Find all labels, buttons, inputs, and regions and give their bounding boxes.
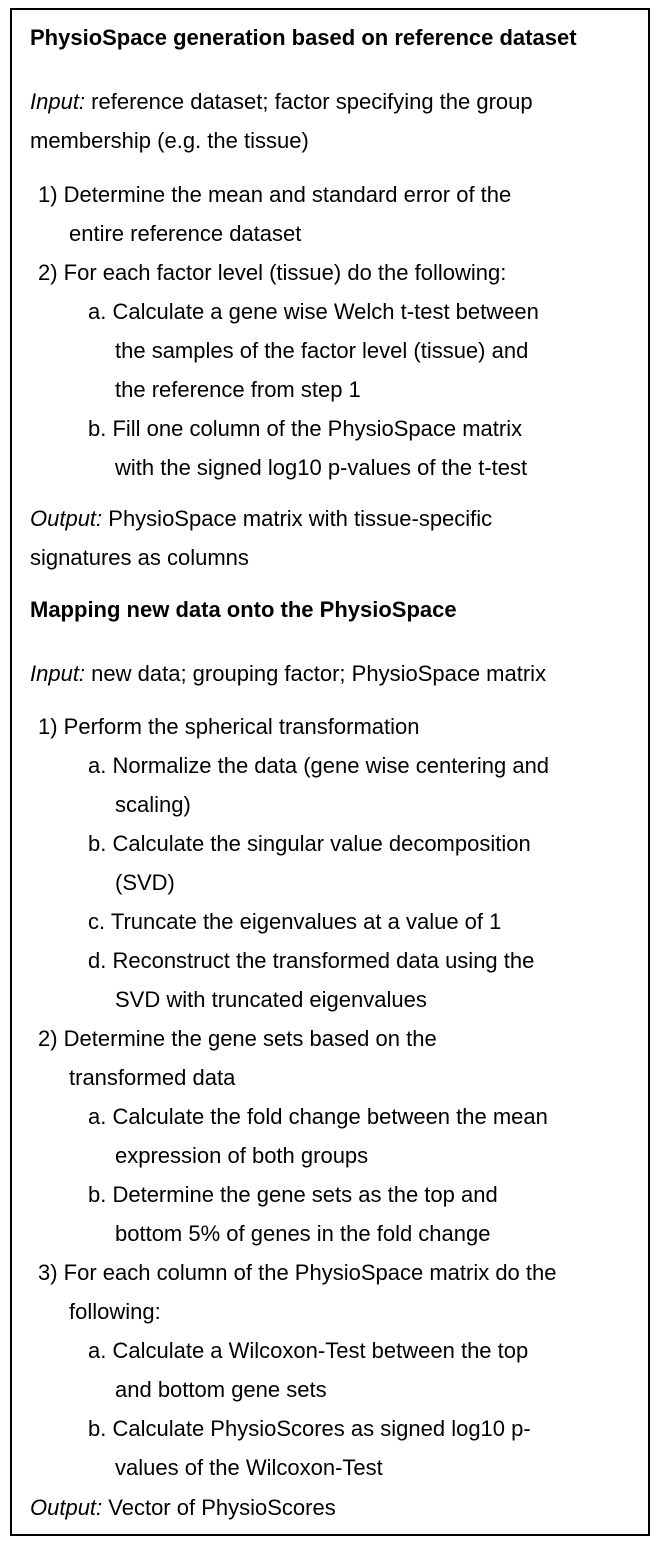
section2-step1b-cont: (SVD) [115,870,175,895]
section1-output-text-cont: signatures as columns [30,545,249,570]
section2-step1b: b. Calculate the singular value decomposition [88,831,531,856]
section2-output-line [30,1494,336,1522]
section2-heading: Mapping new data onto the PhysioSpace [30,597,457,622]
section2-step3b-cont: values of the Wilcoxon-Test [115,1455,383,1480]
section2-step3a: a. Calculate a Wilcoxon-Test between the top [88,1338,529,1363]
section2-step1a: a. Normalize the data (gene wise centering and [88,753,550,778]
section1-input-label: Input: [30,89,86,114]
section1-output-text: PhysioSpace matrix with tissue-specific [102,506,493,531]
section2-step2b: b. Determine the gene sets as the top and [88,1182,498,1207]
section1-step2: 2) For each factor level (tissue) do the following: [38,260,507,285]
section1-input-line [30,88,533,116]
section1-output-line [30,505,492,533]
section2-step1c: c. Truncate the eigenvalues at a value of 1 [88,909,502,934]
section2-input-label: Input: [30,661,86,686]
section2-step1d: d. Reconstruct the transformed data using the [88,948,535,973]
section1-step2a-cont2: the reference from step 1 [115,377,361,402]
section1-step1: 1) Determine the mean and standard error of the [38,182,512,207]
section2-step3: 3) For each column of the PhysioSpace matrix do the [38,1260,557,1285]
algorithm-box [10,8,650,1536]
section1-step2a: a. Calculate a gene wise Welch t-test between [88,299,539,324]
section1-step1-cont: entire reference dataset [69,221,302,246]
section1-step2a-cont1: the samples of the factor level (tissue) and [115,338,529,363]
section1-step2b: b. Fill one column of the PhysioSpace matrix [88,416,523,441]
section2-step2: 2) Determine the gene sets based on the [38,1026,437,1051]
section2-step2-cont: transformed data [69,1065,236,1090]
section2-step2a: a. Calculate the fold change between the mean [88,1104,548,1129]
section2-step1a-cont: scaling) [115,792,191,817]
section2-output-text: Vector of PhysioScores [102,1495,336,1520]
section1-input-text-cont: membership (e.g. the tissue) [30,128,309,153]
section1-output-label: Output: [30,506,103,531]
section2-step2a-cont: expression of both groups [115,1143,369,1168]
section1-input-text: reference dataset; factor specifying the group [85,89,533,114]
section2-step2b-cont: bottom 5% of genes in the fold change [115,1221,491,1246]
section2-step3-cont: following: [69,1299,161,1324]
section1-heading: PhysioSpace generation based on reference dataset [30,25,577,50]
section2-output-label: Output: [30,1495,103,1520]
section2-step3a-cont: and bottom gene sets [115,1377,327,1402]
section2-input-line [30,660,546,688]
section2-step3b: b. Calculate PhysioScores as signed log10 p- [88,1416,531,1441]
section2-input-text: new data; grouping factor; PhysioSpace matrix [85,661,547,686]
section2-step1d-cont: SVD with truncated eigenvalues [115,987,427,1012]
section1-step2b-cont: with the signed log10 p-values of the t-test [115,455,528,480]
section2-step1: 1) Perform the spherical transformation [38,714,420,739]
